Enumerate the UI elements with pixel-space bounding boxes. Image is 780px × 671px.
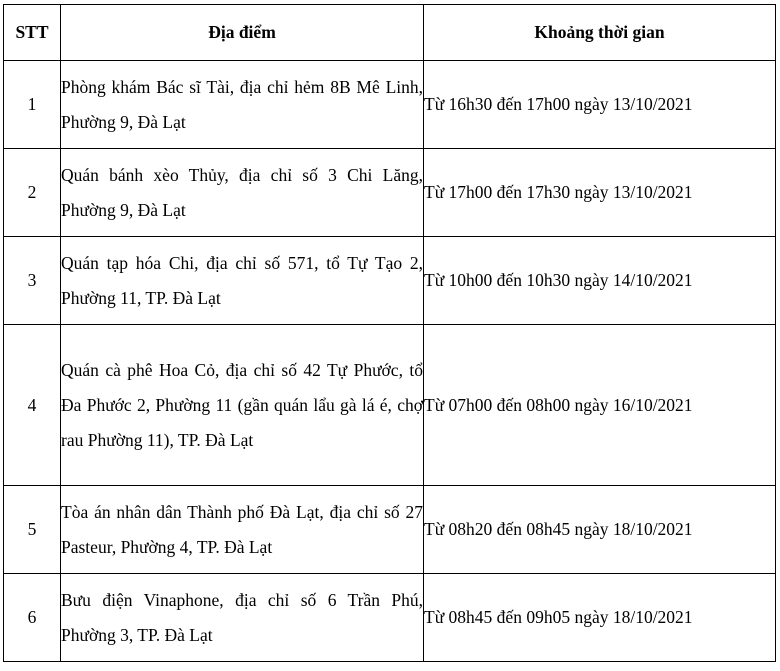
table-row bbox=[4, 61, 776, 149]
table-header bbox=[4, 5, 776, 61]
row-time: Từ 17h00 đến 17h30 ngày 13/10/2021 bbox=[424, 149, 776, 237]
row-stt: 1 bbox=[4, 61, 61, 149]
row-time: Từ 16h30 đến 17h00 ngày 13/10/2021 bbox=[424, 61, 776, 149]
row-location: Quán cà phê Hoa Cỏ, địa chỉ số 42 Tự Phước, tổ Đa Phước 2, Phường 11 (gần quán lẩu gà lá é, chợ rau Phường 11), TP. Đà Lạt bbox=[61, 325, 424, 486]
header-location: Địa điểm bbox=[61, 5, 424, 61]
row-location: Tòa án nhân dân Thành phố Đà Lạt, địa chỉ số 27 Pasteur, Phường 4, TP. Đà Lạt bbox=[61, 486, 424, 574]
table-row bbox=[4, 325, 776, 486]
schedule-table bbox=[3, 4, 776, 662]
header-row bbox=[4, 5, 776, 61]
row-location: Quán tạp hóa Chi, địa chỉ số 571, tổ Tự Tạo 2, Phường 11, TP. Đà Lạt bbox=[61, 237, 424, 325]
row-location: Phòng khám Bác sĩ Tài, địa chỉ hẻm 8B Mê Linh, Phường 9, Đà Lạt bbox=[61, 61, 424, 149]
row-location: Quán bánh xèo Thủy, địa chỉ số 3 Chi Lăng, Phường 9, Đà Lạt bbox=[61, 149, 424, 237]
row-stt: 5 bbox=[4, 486, 61, 574]
row-stt: 2 bbox=[4, 149, 61, 237]
header-stt: STT bbox=[4, 5, 61, 61]
row-time: Từ 08h45 đến 09h05 ngày 18/10/2021 bbox=[424, 574, 776, 662]
row-stt: 6 bbox=[4, 574, 61, 662]
row-stt: 4 bbox=[4, 325, 61, 486]
table-row bbox=[4, 149, 776, 237]
table-body bbox=[4, 61, 776, 662]
table-row bbox=[4, 486, 776, 574]
header-time: Khoảng thời gian bbox=[424, 5, 776, 61]
row-location: Bưu điện Vinaphone, địa chỉ số 6 Trần Phú, Phường 3, TP. Đà Lạt bbox=[61, 574, 424, 662]
table-row bbox=[4, 237, 776, 325]
row-time: Từ 10h00 đến 10h30 ngày 14/10/2021 bbox=[424, 237, 776, 325]
row-stt: 3 bbox=[4, 237, 61, 325]
table-row bbox=[4, 574, 776, 662]
row-time: Từ 07h00 đến 08h00 ngày 16/10/2021 bbox=[424, 325, 776, 486]
row-time: Từ 08h20 đến 08h45 ngày 18/10/2021 bbox=[424, 486, 776, 574]
